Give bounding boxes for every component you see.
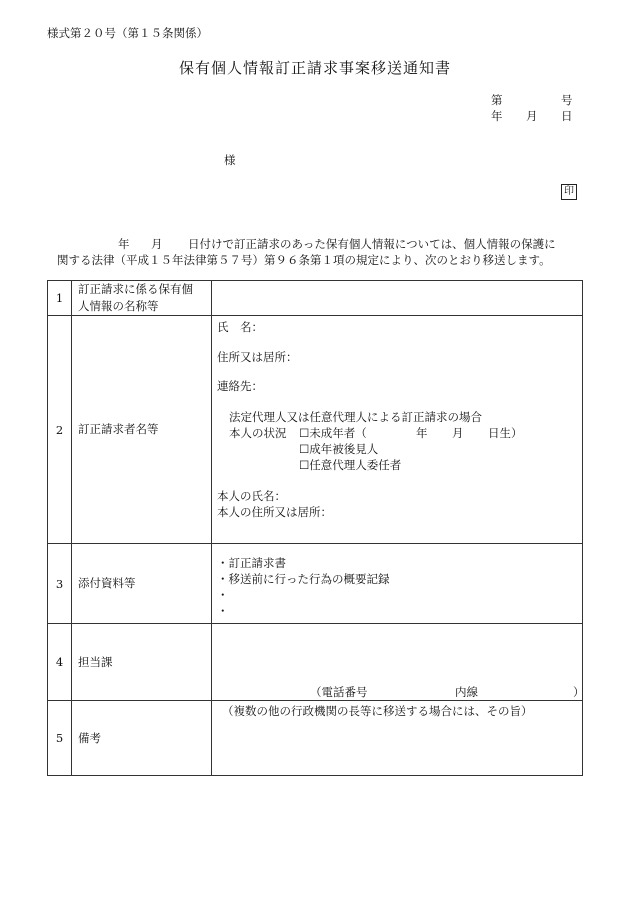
person-address-label: 本人の住所又は居所： (217, 505, 332, 519)
minor-birth-month: 月 (452, 426, 464, 440)
row-number: 4 (48, 624, 72, 701)
intro-year: 年 (118, 237, 130, 251)
table-row (48, 316, 583, 544)
row-label (72, 281, 212, 316)
remarks-cell[interactable] (212, 701, 583, 776)
intro-line1: 日付けで訂正請求のあった保有個人情報については、個人情報の保護に (188, 237, 556, 251)
row-number: 2 (48, 316, 72, 544)
table-row (48, 281, 583, 316)
intro-month: 月 (151, 237, 163, 251)
label-line: 人情報の名称等 (78, 299, 159, 313)
table-row (48, 544, 583, 624)
row-label: 備考 (72, 701, 212, 776)
requester-info-cell[interactable] (212, 316, 583, 544)
person-name-label: 本人の氏名： (217, 489, 286, 503)
remarks-note: （複数の他の行政機関の長等に移送する場合には、その旨） (222, 704, 533, 718)
row-number: 1 (48, 281, 72, 316)
department-cell[interactable] (212, 624, 583, 701)
table-row (48, 701, 583, 776)
seal-mark: 印 (561, 184, 577, 200)
doc-number-go: 号 (561, 93, 573, 107)
intro-line2: 関する法律（平成１５年法律第５７号）第９６条第１項の規定により、次のとおり移送します。 (57, 253, 551, 267)
voluntary-agent-checkbox[interactable]: ☐任意代理人委任者 (299, 458, 402, 472)
minor-birth-day: 日生） (488, 426, 523, 440)
requester-name-label: 氏 名： (217, 320, 263, 334)
row-number: 5 (48, 701, 72, 776)
document-title: 保有個人情報訂正請求事案移送通知書 (178, 59, 451, 77)
info-name-cell[interactable] (212, 281, 583, 316)
row-label: 添付資料等 (72, 544, 212, 624)
attachments-cell[interactable] (212, 544, 583, 624)
row-number: 3 (48, 544, 72, 624)
attachment-item: ・訂正請求書 (217, 556, 286, 570)
attachment-item: ・ (217, 604, 229, 618)
recipient-suffix: 様 (224, 153, 236, 167)
transfer-table (47, 280, 583, 776)
closing-paren: ） (573, 685, 585, 699)
requester-contact-label: 連絡先： (217, 379, 263, 393)
row-label: 訂正請求者名等 (72, 316, 212, 544)
agent-request-heading: 法定代理人又は任意代理人による訂正請求の場合 (229, 410, 482, 424)
date-year: 年 (491, 109, 503, 123)
extension-label: 内線 (455, 685, 478, 699)
form-number: 様式第２０号（第１５条関係） (47, 26, 208, 40)
table-row (48, 624, 583, 701)
date-month: 月 (526, 109, 538, 123)
date-day: 日 (561, 109, 573, 123)
attachment-item: ・ (217, 588, 229, 602)
adult-guardian-checkbox[interactable]: ☐成年被後見人 (299, 442, 379, 456)
requester-address-label: 住所又は居所： (217, 350, 298, 364)
minor-checkbox[interactable]: ☐未成年者（ (299, 426, 367, 440)
phone-number-label: （電話番号 (310, 685, 368, 699)
person-status-label: 本人の状況 (229, 426, 287, 440)
doc-number-dai: 第 (491, 93, 503, 107)
minor-birth-year: 年 (416, 426, 428, 440)
attachment-item: ・移送前に行った行為の概要記録 (217, 572, 390, 586)
label-line: 訂正請求に係る保有個 (78, 282, 193, 296)
row-label: 担当課 (72, 624, 212, 701)
